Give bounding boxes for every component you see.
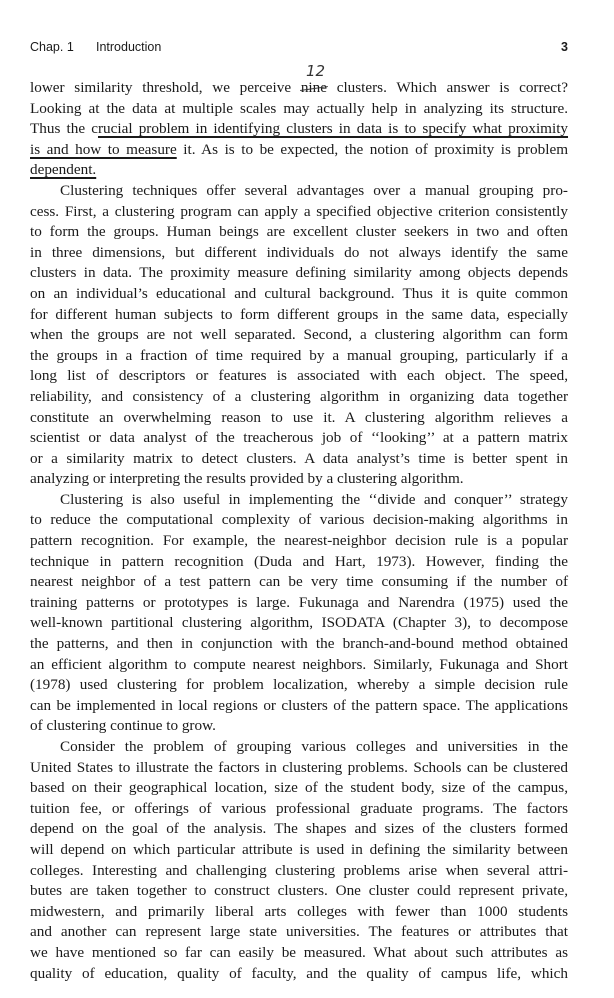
text-line: when the groups are not well separated. Second, a clustering algorithm can form — [30, 326, 568, 344]
text-line: dependent. — [30, 161, 97, 179]
handwritten-annotation: 12 — [306, 62, 326, 80]
text-line: well-known partitional clustering algorithm, ISODATA (Chapter 3), to decompose — [30, 614, 568, 632]
text-line: quality of education, quality of faculty, and the quality of campus life, which — [30, 964, 568, 982]
text-line: on an individual’s educational and cultural background. Thus it is quite common — [30, 284, 568, 302]
text-line: technique in pattern recognition (Duda and Hart, 1973). However, finding the — [30, 552, 568, 570]
text-line: an efficient algorithm to compute nearest neighbors. Similarly, Fukunaga and Short — [30, 655, 568, 673]
text-line: United States to illustrate the factors in clustering problems. Schools can be clustered — [30, 758, 568, 776]
text-line: of clustering continue to grow. — [30, 717, 216, 735]
text-line: midwestern, and primarily liberal arts colleges with fewer than 1000 students — [30, 902, 568, 920]
text-line: clusters in data. The proximity measure defining similarity among objects depends — [30, 264, 568, 282]
text-line: long list of descriptors or features is associated with each object. The speed, — [30, 367, 568, 385]
underlined-text: is and how to measure — [30, 140, 177, 158]
text-line: nearest neighbor of a test pattern can be very time consuming if the number of — [30, 573, 568, 591]
text-line: pattern recognition. For example, the nearest-neighbor decision rule is a popular — [30, 532, 568, 550]
text-line: will depend on which particular attribute is used in defining the similarity between — [30, 840, 568, 858]
text-line: lower similarity threshold, we perceive nine clusters. Which answer is correct? — [30, 79, 568, 96]
text-line: for different human subjects to form different groups in the same data, especially — [30, 305, 568, 323]
text-line: the groups in a fraction of time required by a manual grouping, particularly if a — [30, 346, 568, 364]
text-line: reliability, and consistency of a clustering algorithm in organizing data together — [30, 387, 568, 405]
struck-word: nine — [300, 79, 327, 96]
page-number: 3 — [561, 40, 568, 54]
text-line: to form the groups. Human beings are excellent cluster seekers in two and often — [30, 223, 568, 241]
text-line: analyzing or interpreting the results provided by a clustering algorithm. — [30, 470, 464, 488]
text-line: training patterns or prototypes is large. Fukunaga and Narendra (1975) used the — [30, 593, 568, 611]
text-line: tuition fee, or offerings of various professional graduate programs. The factors — [30, 799, 568, 817]
text-line: cess. First, a clustering program can apply a specified objective criterion consistently — [30, 202, 568, 220]
text-line: based on their geographical location, size of the student body, size of the campus, — [30, 779, 568, 797]
chapter-title: Introduction — [96, 40, 162, 54]
text-line: is and how to measure it. As is to be expected, the notion of proximity is problem — [30, 140, 569, 158]
text-line: (1978) used clustering for problem localization, whereby a simple decision rule — [30, 676, 568, 694]
text-line: the patterns, and then in conjunction with the branch-and-bound method obtained — [30, 635, 568, 653]
paragraph-start: Clustering is also useful in implementing the ‘‘divide and conquer’’ strategy — [60, 490, 568, 508]
paragraph-start: Clustering techniques offer several advantages over a manual grouping pro- — [60, 181, 568, 199]
text-line: can be implemented in local regions or clusters of the pattern space. The applications — [30, 696, 568, 714]
text-line: colleges. Interesting and challenging clustering problems arise when several attri- — [30, 861, 568, 879]
page-body — [30, 78, 568, 984]
text-line: depend on the goal of the analysis. The shapes and sizes of the clusters formed — [30, 820, 568, 838]
chapter-label: Chap. 1 — [30, 40, 74, 54]
text-line: in three dimensions, but different individuals do not always identify the same — [30, 243, 568, 261]
text-line: and another can represent large state universities. The features or attributes that — [30, 923, 568, 941]
paragraph-start: Consider the problem of grouping various colleges and universities in the — [60, 738, 568, 755]
text-line: butes are taken together to construct clusters. One cluster could represent private, — [30, 882, 568, 900]
text-line: Thus the crucial problem in identifying clusters in data is to specify what proximity — [30, 120, 569, 138]
text-line: constitute an overwhelming reason to use it. A clustering algorithm relieves a — [30, 408, 568, 426]
text-line: or a similarity matrix to detect clusters. A data analyst’s time is better spent in — [30, 449, 568, 467]
underlined-text: rucial problem in identifying clusters in data is to specify what proximity — [97, 120, 569, 138]
text-line: to reduce the computational complexity of various decision-making algorithms in — [30, 511, 568, 529]
text-line: we have mentioned so far can easily be measured. What about such attributes as — [30, 943, 568, 961]
text-line: Looking at the data at multiple scales may actually help in analyzing its structure. — [30, 99, 568, 117]
text-line: scientist or data analyst of the treacherous job of ‘‘looking’’ at a pattern matrix — [30, 429, 568, 447]
